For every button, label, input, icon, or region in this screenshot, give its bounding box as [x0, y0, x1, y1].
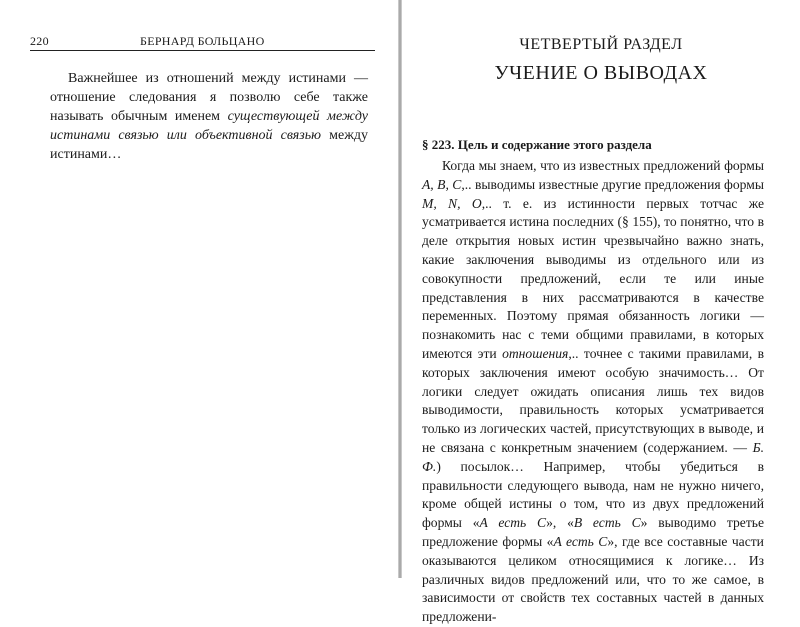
italic-run: M, N, O — [422, 195, 482, 211]
left-page — [0, 0, 398, 578]
text-run: Важнейшее из отношений между истинами — отношение следования я позволю себе также называть обычным именем — [50, 71, 368, 124]
running-head — [30, 34, 375, 51]
italic-run: A есть C — [479, 515, 547, 531]
right-page — [402, 0, 800, 625]
running-head-author: БЕРНАРД БОЛЬЦАНО — [140, 34, 265, 48]
italic-run: существующей между истинами связью или объективной связью — [50, 109, 368, 143]
chapter-label: ЧЕТВЕРТЫЙ РАЗДЕЛ — [519, 36, 683, 53]
italic-run: A, B, C — [422, 176, 462, 192]
italic-run: отношения — [502, 345, 569, 361]
body-paragraph — [422, 157, 764, 627]
italic-run: B есть C — [573, 515, 641, 531]
text-run: между истинами… — [50, 128, 368, 162]
text-run: ,.. выводимы известные другие предложения формы — [461, 176, 764, 192]
chapter-title: УЧЕНИЕ О ВЫВОДАХ — [494, 62, 708, 84]
text-run: Когда мы знаем, что из известных предложений формы — [442, 158, 764, 173]
page-number: 220 — [30, 34, 49, 48]
text-run: ) посылок… Например, чтобы убедиться в правильности следующего вывода, нам не нужно ничего, кроме общей истины о том, что из двух предложений формы « — [422, 458, 764, 531]
text-run: », где все составные части оказываются целиком относящимися к логике… Из различных видов предложений или, что то же самое, в зависимости от свойств тех составных частей в данных предложени- — [422, 533, 764, 625]
section-heading: § 223. Цель и содержание этого раздела — [422, 137, 652, 152]
right-page-text — [422, 157, 764, 627]
text-run: ,.. точнее с такими правилами, в которых заключения имеют особую значимость… От логики следует ожидать описания лишь тех видов выводимости, правильность которых усматривается только из логических частей, присутствующих в выводе, и не связана с конкретным значением (содержанием. — — [422, 345, 764, 455]
text-run: ,.. т. е. из истинности первых тотчас же усматривается истина последних (§ 155), то понятно, что в деле открытия новых истин чрезвычайно важно знать, какие заключения выводимы из отдельного или из совокупности предложений, если те или иные представления в них рассматриваются в качестве переменных. Поэтому прямая обязанность логики — познакомить нас с теми общими правилами, в которых имеются эти — [422, 195, 764, 361]
text-run: » выводимо третье предложение формы « — [422, 515, 764, 549]
left-page-text — [50, 69, 368, 164]
italic-run: Б. Ф. — [422, 439, 764, 474]
italic-run: A есть C — [553, 533, 608, 549]
text-run: », « — [546, 515, 574, 531]
left-paragraph — [50, 69, 368, 164]
